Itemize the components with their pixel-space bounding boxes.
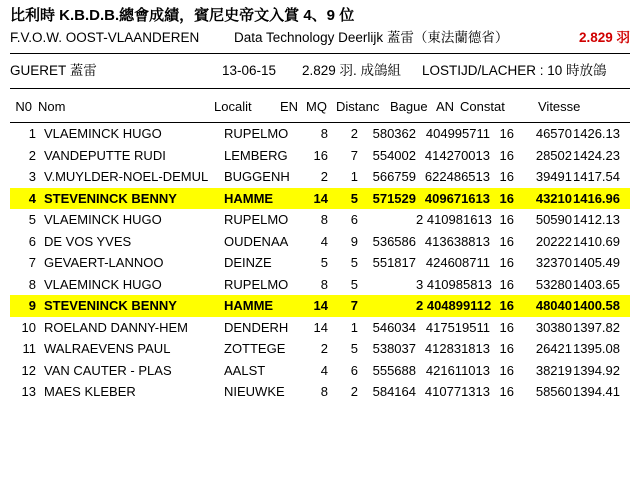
cell-nom: MAES KLEBER <box>44 384 136 399</box>
cell-vitesse: 1400.58 <box>573 298 620 313</box>
cell-distanc <box>358 295 416 317</box>
cell-localit: RUPELMO <box>224 126 289 141</box>
cell-nom: VLAEMINCK HUGO <box>44 212 162 227</box>
table-row <box>10 381 630 403</box>
cell-mq: 6 <box>350 362 358 378</box>
cell-mq: 5 <box>350 255 358 270</box>
cell-vitesse: 1416.96 <box>573 190 620 206</box>
cell-vitesse: 1424.23 <box>573 147 620 163</box>
cell-localit: DEINZE <box>224 255 272 270</box>
cell-vitesse: 1394.41 <box>573 384 620 399</box>
table-row <box>10 317 630 339</box>
cell-mq: 6 <box>350 212 358 227</box>
cell-nom: V.MUYLDER-NOEL-DEMUL <box>44 169 209 184</box>
table-row <box>10 188 630 210</box>
cell-no: 5 <box>28 212 36 227</box>
cell-vitesse: 1394.92 <box>573 362 620 378</box>
cell-localit: OUDENAA <box>224 233 289 249</box>
cell-constat: 53280 <box>535 276 572 292</box>
cell-constat: 26421 <box>535 341 572 356</box>
cell-constat: 38219 <box>535 362 572 378</box>
cell-no: 8 <box>28 276 36 292</box>
cell-vitesse: 1412.13 <box>573 212 620 227</box>
cell-no: 12 <box>21 362 36 378</box>
cell-distanc: 566759 <box>372 169 416 184</box>
cell-nom: ROELAND DANNY-HEM <box>44 319 188 335</box>
table-row <box>10 338 630 360</box>
cell-constat: 43210 <box>535 190 572 206</box>
cell-en: 8 <box>320 276 328 292</box>
column-header-en: EN <box>280 99 299 114</box>
cell-mq: 1 <box>350 319 358 335</box>
table-row <box>10 295 630 317</box>
cell-mq: 5 <box>350 276 358 292</box>
table-row <box>10 209 630 231</box>
cell-distanc: 571529 <box>372 190 416 206</box>
race-distance: 2.829 羽. 成鴿組 <box>302 63 402 78</box>
cell-en: 8 <box>320 384 328 399</box>
cell-bague: 2 404899112 <box>416 298 492 313</box>
release-time: LOSTIJD/LACHER : 10 時放鴿 <box>422 63 607 78</box>
column-header-localit: Localit <box>214 99 252 114</box>
cell-en: 14 <box>313 190 328 206</box>
cell-mq: 7 <box>350 298 358 313</box>
cell-bague: 424608711 <box>425 255 490 270</box>
cell-vitesse: 1426.13 <box>573 126 620 141</box>
cell-vitesse: 1405.49 <box>573 255 620 270</box>
cell-an: 16 <box>499 276 514 292</box>
page-title: 比利時 K.B.D.B.總會成績，賓尼史帝文入賞 4、9 位 <box>10 7 355 24</box>
club-name: F.V.O.W. OOST-VLAANDEREN <box>10 30 200 45</box>
cell-localit: AALST <box>224 362 266 378</box>
cell-nom: VANDEPUTTE RUDI <box>44 147 166 163</box>
cell-an: 16 <box>499 319 514 335</box>
cell-en: 5 <box>320 255 328 270</box>
cell-vitesse: 1397.82 <box>573 319 620 335</box>
column-header-distanc: Distanc <box>336 99 380 114</box>
cell-bague: 622486513 <box>424 169 490 184</box>
cell-en: 14 <box>313 298 328 313</box>
table-row <box>10 360 630 382</box>
cell-distanc: 538037 <box>372 341 416 356</box>
cell-constat: 58560 <box>535 384 572 399</box>
cell-constat: 48040 <box>535 298 572 313</box>
cell-bague: 404995711 <box>425 126 490 141</box>
cell-distanc <box>358 209 416 231</box>
cell-en: 4 <box>320 233 328 249</box>
cell-distanc: 580362 <box>372 126 416 141</box>
cell-bague: 2 410981613 <box>416 212 492 227</box>
cell-bague: 412831813 <box>424 341 490 356</box>
cell-nom: STEVENINCK BENNY <box>44 298 177 313</box>
column-header-bague: Bague <box>390 99 428 114</box>
cell-constat: 32370 <box>535 255 572 270</box>
race-meta-row <box>10 61 630 81</box>
cell-nom: STEVENINCK BENNY <box>44 190 177 206</box>
column-header-mq: MQ <box>306 99 327 114</box>
cell-constat: 28502 <box>535 147 572 163</box>
cell-an: 16 <box>499 298 514 313</box>
cell-no: 7 <box>28 255 36 270</box>
cell-distanc: 546034 <box>372 319 416 335</box>
race-name: GUERET 蓋雷 <box>10 63 97 78</box>
cell-no: 4 <box>28 190 36 206</box>
cell-nom: DE VOS YVES <box>44 233 132 249</box>
divider-mid <box>10 88 630 89</box>
cell-mq: 5 <box>350 341 358 356</box>
table-row <box>10 123 630 145</box>
cell-mq: 7 <box>350 147 358 163</box>
cell-an: 16 <box>499 169 514 184</box>
cell-localit: RUPELMO <box>224 212 289 227</box>
cell-constat: 30380 <box>535 319 572 335</box>
column-header-constat: Constat <box>460 99 505 114</box>
cell-localit: ZOTTEGE <box>224 341 286 356</box>
cell-mq: 1 <box>350 169 358 184</box>
cell-an: 16 <box>499 255 514 270</box>
cell-no: 2 <box>28 147 36 163</box>
cell-no: 10 <box>21 319 36 335</box>
cell-en: 8 <box>320 212 328 227</box>
cell-vitesse: 1417.54 <box>573 169 620 184</box>
table-row <box>10 231 630 253</box>
cell-distanc: 554002 <box>372 147 416 163</box>
cell-an: 16 <box>499 147 514 163</box>
cell-vitesse: 1395.08 <box>573 341 620 356</box>
entries-count: 2.829 羽 <box>578 30 630 45</box>
subtitle-row <box>10 28 630 48</box>
cell-an: 16 <box>499 384 514 399</box>
results-table <box>10 123 630 403</box>
organizer-name: Data Technology Deerlijk 蓋雷（東法蘭德省） <box>234 30 509 45</box>
cell-localit: NIEUWKE <box>224 384 285 399</box>
cell-constat: 50590 <box>535 212 572 227</box>
column-header-no: N0 <box>15 99 32 114</box>
cell-distanc: 555688 <box>372 362 416 378</box>
cell-localit: HAMME <box>224 298 274 313</box>
cell-nom: WALRAEVENS PAUL <box>44 341 171 356</box>
cell-en: 4 <box>320 362 328 378</box>
cell-en: 2 <box>320 169 328 184</box>
cell-en: 2 <box>320 341 328 356</box>
table-row <box>10 145 630 167</box>
table-row <box>10 166 630 188</box>
race-date: 13-06-15 <box>222 63 277 78</box>
cell-distanc: 536586 <box>372 233 416 249</box>
cell-vitesse: 1403.65 <box>573 276 620 292</box>
cell-no: 1 <box>28 126 36 141</box>
cell-nom: VAN CAUTER - PLAS <box>44 362 172 378</box>
cell-mq: 5 <box>350 190 358 206</box>
cell-distanc <box>358 274 416 296</box>
table-header <box>10 97 630 117</box>
column-header-an: AN <box>436 99 455 114</box>
cell-an: 16 <box>499 190 514 206</box>
cell-bague: 410771313 <box>424 384 490 399</box>
cell-an: 16 <box>499 233 514 249</box>
column-header-vitesse: Vitesse <box>538 99 581 114</box>
cell-constat: 39491 <box>535 169 572 184</box>
cell-localit: HAMME <box>224 190 274 206</box>
cell-distanc: 551817 <box>372 255 416 270</box>
cell-bague: 421611013 <box>425 362 490 378</box>
cell-bague: 417519511 <box>425 319 490 335</box>
cell-constat: 20222 <box>535 233 572 249</box>
cell-localit: BUGGENH <box>224 169 290 184</box>
divider-top <box>10 53 630 54</box>
cell-no: 13 <box>21 384 36 399</box>
cell-no: 11 <box>22 341 36 356</box>
cell-bague: 414270013 <box>424 147 490 163</box>
cell-mq: 9 <box>350 233 358 249</box>
cell-an: 16 <box>499 212 514 227</box>
cell-an: 16 <box>499 341 514 356</box>
cell-an: 16 <box>499 362 514 378</box>
cell-mq: 2 <box>350 126 358 141</box>
cell-no: 3 <box>28 169 36 184</box>
cell-nom: VLAEMINCK HUGO <box>44 126 162 141</box>
cell-localit: RUPELMO <box>224 276 289 292</box>
cell-no: 6 <box>28 233 36 249</box>
cell-an: 16 <box>499 126 514 141</box>
cell-bague: 409671613 <box>424 190 490 206</box>
cell-distanc: 584164 <box>372 384 416 399</box>
column-header-nom: Nom <box>38 99 66 114</box>
cell-localit: LEMBERG <box>224 147 288 163</box>
table-row <box>10 274 630 296</box>
cell-en: 16 <box>313 147 328 163</box>
cell-en: 8 <box>320 126 328 141</box>
cell-en: 14 <box>313 319 328 335</box>
cell-no: 9 <box>28 298 36 313</box>
table-row <box>10 252 630 274</box>
cell-localit: DENDERH <box>224 319 289 335</box>
cell-nom: VLAEMINCK HUGO <box>44 276 162 292</box>
cell-bague: 413638813 <box>424 233 490 249</box>
cell-nom: GEVAERT-LANNOO <box>44 255 164 270</box>
cell-bague: 3 410985813 <box>416 276 492 292</box>
cell-mq: 2 <box>350 384 358 399</box>
cell-vitesse: 1410.69 <box>573 233 620 249</box>
cell-constat: 46570 <box>535 126 572 141</box>
